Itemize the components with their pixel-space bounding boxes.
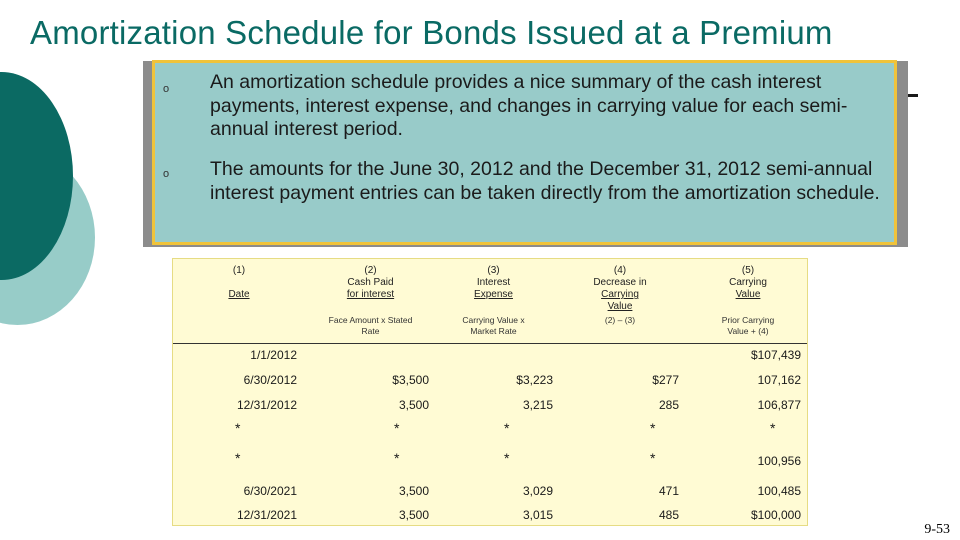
bullet-marker: o	[163, 168, 170, 180]
table-row: 6/30/2012 $3,500 $3,223 $277 107,162	[243, 373, 801, 387]
formula-cash: Face Amount x Stated Rate	[328, 315, 413, 336]
column-header-cash-paid: (2) Cash Paid for interest	[346, 265, 395, 300]
page-number: 9-53	[924, 522, 950, 537]
column-header-date: (1) Date	[228, 265, 250, 300]
column-header-decrease: (4) Decrease in Carrying Value	[593, 265, 647, 312]
formula-decrease: (2) – (3)	[604, 315, 636, 325]
callout-panel	[152, 60, 897, 245]
bullet-text: An amortization schedule provides a nice summary of the cash interest payments, interest expense, and changes in carrying value for each semi-annual interest period.	[210, 71, 848, 140]
formula-interest: Carrying Value x Market Rate	[462, 315, 525, 336]
table-row: 1/1/2012 $107,439	[250, 348, 801, 362]
formula-carrying: Prior Carrying Value + (4)	[721, 315, 775, 336]
table-row-ellipsis: * * * * 100,956	[235, 450, 801, 468]
table-row: 6/30/2021 3,500 3,029 471 100,485	[243, 484, 801, 498]
table-row: 12/31/2012 3,500 3,215 285 106,877	[236, 398, 801, 412]
column-header-interest-expense: (3) Interest Expense	[474, 265, 513, 300]
bullet-marker: o	[163, 83, 170, 95]
bullet-text: The amounts for the June 30, 2012 and the December 31, 2012 semi-annual interest payment entries can be taken directly from the amortization schedule.	[210, 158, 880, 204]
table-row: 12/31/2021 3,500 3,015 485 $100,000	[236, 508, 801, 522]
column-header-carrying-value: (5) Carrying Value	[729, 265, 767, 300]
header-divider	[173, 343, 807, 344]
amortization-table	[172, 258, 808, 526]
table-row-ellipsis: * * * * *	[235, 420, 776, 436]
slide-title: Amortization Schedule for Bonds Issued at a Premium	[30, 14, 833, 51]
